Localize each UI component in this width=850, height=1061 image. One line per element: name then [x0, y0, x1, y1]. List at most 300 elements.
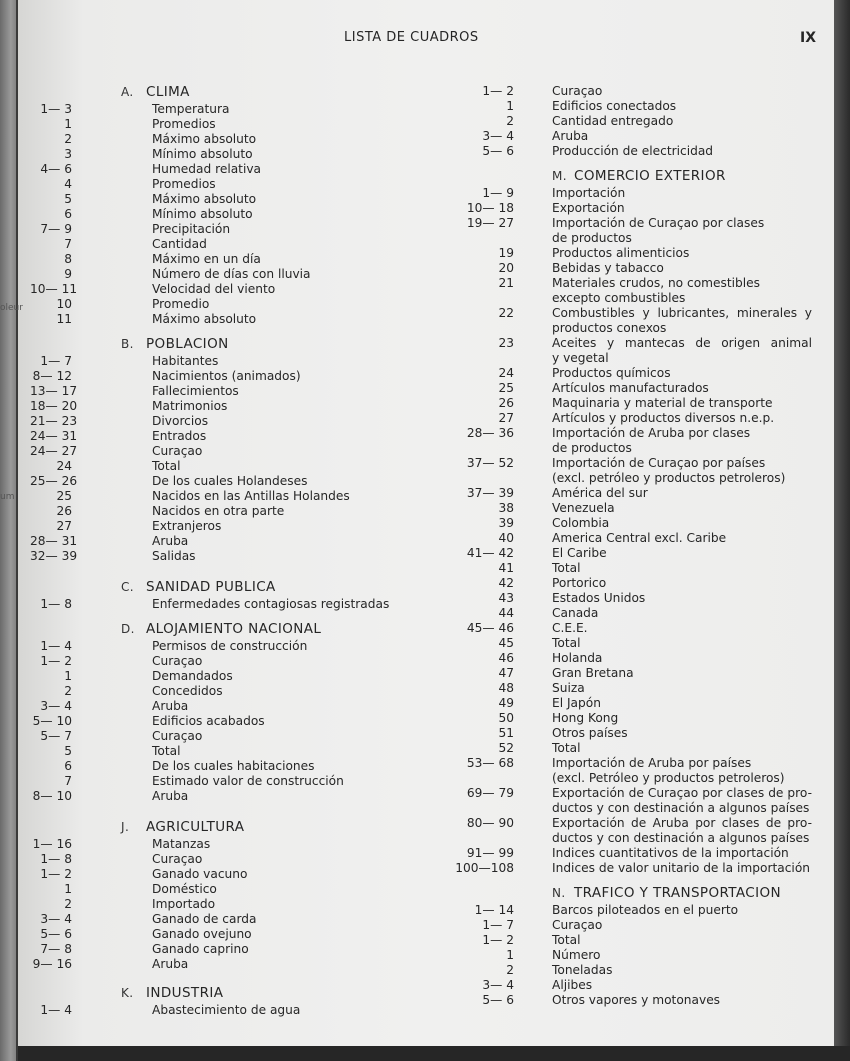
table-number-range: 100—108 [455, 861, 514, 875]
toc-entry [30, 489, 440, 504]
toc-entry [452, 771, 812, 786]
toc-entry [452, 291, 812, 306]
table-number-range: 27 [56, 519, 72, 533]
table-title: De los cuales habitaciones [152, 759, 315, 773]
table-title: Materiales crudos, no comestibles [552, 276, 761, 290]
table-number-range: 21— 23 [30, 414, 78, 428]
table-number-range: 91— 99 [466, 846, 514, 860]
table-number-range: 24— 31 [30, 429, 78, 443]
table-title: Fallecimientos [152, 384, 239, 398]
toc-entry [30, 837, 440, 852]
facing-page-fragment: um [0, 492, 15, 502]
section-title: SANIDAD PUBLICA [146, 579, 276, 595]
table-title: Exportación de Aruba por clases de pro- [552, 816, 812, 830]
table-title: C.E.E. [552, 621, 588, 635]
table-number-range: 3— 4 [482, 129, 514, 143]
table-number-range [452, 231, 552, 246]
running-head: LISTA DE CUADROS [344, 30, 479, 45]
toc-entry [30, 882, 440, 897]
table-title: Promedios [152, 177, 216, 191]
table-title: Importación de Aruba por países [552, 756, 752, 770]
table-number-range: 10— 18 [466, 201, 514, 215]
toc-entry [30, 729, 440, 744]
table-number-range [452, 291, 552, 306]
table-title: Nacimientos (animados) [152, 369, 301, 383]
toc-entry [452, 621, 812, 636]
toc-entry [30, 639, 440, 654]
table-title: Máximo absoluto [152, 312, 257, 326]
toc-entry [452, 486, 812, 501]
toc-entry [452, 441, 812, 456]
toc-entry [452, 963, 812, 978]
table-title: Total [552, 636, 581, 650]
table-number-range: 51 [498, 726, 514, 740]
toc-entry [452, 261, 812, 276]
page-number: IX [800, 30, 817, 46]
toc-entry [452, 351, 812, 366]
section-heading [30, 621, 440, 638]
table-title: Curaçao [152, 654, 203, 668]
table-number-range: 50 [498, 711, 514, 725]
table-number-range: 2 [64, 132, 72, 146]
table-number-range: 5— 6 [482, 144, 514, 158]
table-title: Divorcios [152, 414, 209, 428]
table-number-range: 52 [498, 741, 514, 755]
toc-entry [30, 684, 440, 699]
table-title: Otros vapores y motonaves [552, 993, 721, 1007]
table-number-range: 41— 42 [466, 546, 514, 560]
toc-entry [30, 237, 440, 252]
table-title: El Caribe [552, 546, 607, 560]
toc-entry [452, 144, 812, 159]
table-number-range: 18— 20 [30, 399, 78, 413]
table-title: Indices cuantitativos de la importación [552, 846, 789, 860]
table-title: y vegetal [552, 351, 609, 365]
toc-entry [30, 789, 440, 804]
table-number-range: 1 [64, 669, 72, 683]
section-letter: M. [552, 169, 567, 183]
section-heading [30, 84, 440, 101]
table-number-range: 1— 4 [40, 1003, 72, 1017]
table-number-range: 20 [498, 261, 514, 275]
table-number-range: 1— 2 [482, 84, 514, 98]
table-title: productos conexos [552, 321, 667, 335]
table-title: Velocidad del viento [152, 282, 276, 296]
table-number-range: 69— 79 [466, 786, 514, 800]
toc-entry [452, 396, 812, 411]
toc-entry [452, 336, 812, 351]
toc-entry [452, 501, 812, 516]
toc-entry [30, 759, 440, 774]
table-title: Productos alimenticios [552, 246, 690, 260]
toc-entry [452, 531, 812, 546]
table-number-range: 1— 9 [482, 186, 514, 200]
toc-entry [452, 978, 812, 993]
table-title: Número [552, 948, 601, 962]
table-number-range: 39 [498, 516, 514, 530]
toc-entry [30, 774, 440, 789]
toc-entry [30, 1003, 440, 1018]
table-title: Ganado caprino [152, 942, 249, 956]
toc-entry [30, 444, 440, 459]
section-title: TRAFICO Y TRANSPORTACION [574, 885, 782, 901]
table-number-range: 23 [498, 336, 514, 350]
section-heading [452, 168, 812, 185]
table-title: Concedidos [152, 684, 223, 698]
toc-entry [452, 591, 812, 606]
toc-entry [30, 252, 440, 267]
table-number-range: 2 [64, 684, 72, 698]
section-heading [30, 985, 440, 1002]
table-title: Entrados [152, 429, 207, 443]
table-number-range: 37— 39 [466, 486, 514, 500]
toc-entry [30, 102, 440, 117]
section-heading [30, 579, 440, 596]
spacer [30, 972, 440, 976]
table-number-range: 44 [498, 606, 514, 620]
table-number-range: 24 [498, 366, 514, 380]
table-title: Curaçao [152, 444, 203, 458]
table-title: Aruba [552, 129, 589, 143]
table-title: Exportación [552, 201, 625, 215]
table-number-range: 1— 14 [474, 903, 514, 917]
toc-entry [30, 504, 440, 519]
toc-entry [452, 576, 812, 591]
table-number-range: 5— 6 [482, 993, 514, 1007]
table-number-range: 1— 7 [482, 918, 514, 932]
table-title: Habitantes [152, 354, 219, 368]
table-number-range: 2 [506, 114, 514, 128]
table-title: Ganado vacuno [152, 867, 248, 881]
table-number-range: 7— 9 [40, 222, 72, 236]
toc-entry [452, 696, 812, 711]
table-title: Curaçao [552, 918, 603, 932]
table-title: Suiza [552, 681, 585, 695]
table-number-range: 8— 10 [32, 789, 72, 803]
toc-right-column [452, 84, 812, 1008]
table-title: Promedios [152, 117, 216, 131]
table-number-range: 8 [64, 252, 72, 266]
table-title: Total [552, 561, 581, 575]
toc-entry [30, 912, 440, 927]
table-number-range: 8— 12 [32, 369, 72, 383]
toc-entry [452, 561, 812, 576]
toc-entry [30, 534, 440, 549]
toc-entry [452, 276, 812, 291]
toc-entry [452, 861, 812, 876]
table-number-range: 1— 16 [32, 837, 72, 851]
toc-entry [30, 927, 440, 942]
toc-entry [452, 201, 812, 216]
toc-entry [30, 297, 440, 312]
table-number-range: 7 [64, 774, 72, 788]
page-bottom-edge [18, 1046, 850, 1061]
toc-entry [30, 117, 440, 132]
toc-entry [452, 651, 812, 666]
toc-entry [452, 666, 812, 681]
table-number-range: 42 [498, 576, 514, 590]
toc-entry [452, 726, 812, 741]
table-number-range: 40 [498, 531, 514, 545]
toc-entry [30, 147, 440, 162]
table-title: Doméstico [152, 882, 217, 896]
toc-entry [30, 459, 440, 474]
table-number-range: 45— 46 [466, 621, 514, 635]
toc-left-column [30, 84, 440, 1018]
toc-entry [452, 756, 812, 771]
table-title: Aruba [152, 699, 189, 713]
table-number-range: 1— 4 [40, 639, 72, 653]
table-number-range [452, 831, 552, 846]
table-number-range: 49 [498, 696, 514, 710]
table-title: Mínimo absoluto [152, 147, 253, 161]
section-title: POBLACION [146, 336, 229, 352]
table-title: Cantidad entregado [552, 114, 674, 128]
table-title: Mínimo absoluto [152, 207, 253, 221]
toc-entry [452, 681, 812, 696]
table-title: Importación [552, 186, 626, 200]
table-title: Máximo absoluto [152, 192, 257, 206]
table-number-range: 19 [498, 246, 514, 260]
toc-entry [30, 852, 440, 867]
section-heading [30, 819, 440, 836]
toc-entry [452, 903, 812, 918]
table-title: Indices de valor unitario de la importación [552, 861, 811, 875]
table-title: Curaçao [152, 852, 203, 866]
table-title: Maquinaria y material de transporte [552, 396, 773, 410]
table-title: Colombia [552, 516, 610, 530]
table-number-range: 22 [498, 306, 514, 320]
table-number-range: 1— 8 [40, 852, 72, 866]
toc-entry [452, 84, 812, 99]
table-title: Importación de Curaçao por países [552, 456, 766, 470]
table-number-range: 1 [506, 99, 514, 113]
table-number-range: 45 [498, 636, 514, 650]
toc-entry [452, 636, 812, 651]
table-title: Edificios acabados [152, 714, 265, 728]
table-number-range: 10 [56, 297, 72, 311]
table-number-range: 11 [56, 312, 72, 326]
table-number-range: 1 [506, 948, 514, 962]
toc-entry [30, 162, 440, 177]
toc-entry [30, 132, 440, 147]
table-title: Estados Unidos [552, 591, 646, 605]
section-heading [452, 885, 812, 902]
table-number-range: 5— 6 [40, 927, 72, 941]
toc-entry [30, 744, 440, 759]
table-number-range: 48 [498, 681, 514, 695]
table-title: Máximo en un día [152, 252, 261, 266]
toc-entry [452, 516, 812, 531]
table-number-range: 1— 3 [40, 102, 72, 116]
table-number-range: 47 [498, 666, 514, 680]
section-letter: A. [121, 85, 134, 99]
toc-entry [452, 993, 812, 1008]
table-title: Estimado valor de construcción [152, 774, 344, 788]
table-number-range: 1— 8 [40, 597, 72, 611]
toc-entry [452, 129, 812, 144]
table-title: Gran Bretana [552, 666, 634, 680]
table-title: de productos [552, 441, 632, 455]
table-title: Importación de Curaçao por clases [552, 216, 765, 230]
table-number-range: 5— 10 [32, 714, 72, 728]
table-title: Máximo absoluto [152, 132, 257, 146]
table-number-range: 10— 11 [30, 282, 78, 296]
toc-entry [30, 942, 440, 957]
table-number-range: 4— 6 [40, 162, 72, 176]
table-number-range: 25— 26 [30, 474, 78, 488]
table-number-range: 41 [498, 561, 514, 575]
table-title: Ganado de carda [152, 912, 257, 926]
table-number-range: 6 [64, 207, 72, 221]
table-number-range: 3— 4 [40, 912, 72, 926]
table-title: Total [152, 744, 181, 758]
toc-entry [30, 399, 440, 414]
toc-entry [452, 846, 812, 861]
table-title: Aljibes [552, 978, 593, 992]
toc-entry [30, 282, 440, 297]
section-heading [30, 336, 440, 353]
toc-entry [452, 786, 812, 801]
table-title: Artículos manufacturados [552, 381, 709, 395]
table-title: Promedio [152, 297, 210, 311]
table-title: Portorico [552, 576, 607, 590]
table-title: Bebidas y tabacco [552, 261, 664, 275]
toc-entry [452, 948, 812, 963]
table-number-range: 46 [498, 651, 514, 665]
table-title: Artículos y productos diversos n.e.p. [552, 411, 775, 425]
toc-entry [452, 216, 812, 231]
toc-entry [452, 816, 812, 831]
table-title: excepto combustibles [552, 291, 686, 305]
spacer [30, 564, 440, 570]
toc-entry [452, 381, 812, 396]
table-number-range: 28— 36 [466, 426, 514, 440]
toc-entry [30, 867, 440, 882]
table-number-range: 1— 2 [40, 654, 72, 668]
table-title: Toneladas [552, 963, 613, 977]
table-number-range: 43 [498, 591, 514, 605]
toc-entry [30, 384, 440, 399]
table-number-range: 7 [64, 237, 72, 251]
table-title: Extranjeros [152, 519, 222, 533]
toc-entry [30, 654, 440, 669]
table-title: America Central excl. Caribe [552, 531, 727, 545]
toc-entry [30, 414, 440, 429]
toc-entry [30, 597, 440, 612]
toc-entry [452, 114, 812, 129]
table-title: Nacidos en las Antillas Holandes [152, 489, 350, 503]
table-number-range: 3— 4 [482, 978, 514, 992]
toc-entry [30, 699, 440, 714]
table-title: Importación de Aruba por clases [552, 426, 751, 440]
page-right-edge [834, 0, 850, 1061]
table-title: (excl. petróleo y productos petroleros) [552, 471, 786, 485]
table-number-range: 1— 7 [40, 354, 72, 368]
table-number-range [452, 321, 552, 336]
table-number-range: 21 [498, 276, 514, 290]
table-title: América del sur [552, 486, 648, 500]
toc-entry [452, 99, 812, 114]
table-number-range: 26 [56, 504, 72, 518]
table-number-range: 13— 17 [30, 384, 78, 398]
toc-entry [30, 549, 440, 564]
toc-entry [30, 207, 440, 222]
table-title: Nacidos en otra parte [152, 504, 285, 518]
table-number-range: 5 [64, 744, 72, 758]
toc-entry [452, 606, 812, 621]
toc-entry [30, 312, 440, 327]
table-title: Importado [152, 897, 216, 911]
section-title: CLIMA [146, 84, 190, 100]
table-number-range: 25 [56, 489, 72, 503]
toc-entry [452, 546, 812, 561]
table-number-range: 4 [64, 177, 72, 191]
section-title: ALOJAMIENTO NACIONAL [146, 621, 322, 637]
table-title: De los cuales Holandeses [152, 474, 308, 488]
table-title: Total [552, 741, 581, 755]
toc-entry [452, 306, 812, 321]
table-title: Barcos piloteados en el puerto [552, 903, 739, 917]
toc-entry [30, 177, 440, 192]
table-title: ductos y con destinación a algunos países [552, 831, 810, 845]
section-letter: K. [121, 986, 134, 1000]
toc-entry [452, 246, 812, 261]
table-number-range: 9 [64, 267, 72, 281]
table-number-range [452, 441, 552, 456]
table-title: Venezuela [552, 501, 615, 515]
table-number-range: 7— 8 [40, 942, 72, 956]
table-title: Matanzas [152, 837, 211, 851]
table-title: Precipitación [152, 222, 231, 236]
section-title: AGRICULTURA [146, 819, 245, 835]
table-title: Cantidad [152, 237, 207, 251]
section-letter: C. [121, 580, 134, 594]
table-number-range: 80— 90 [466, 816, 514, 830]
section-letter: D. [121, 622, 135, 636]
toc-entry [30, 369, 440, 384]
table-number-range: 28— 31 [30, 534, 78, 548]
table-title: Hong Kong [552, 711, 619, 725]
toc-entry [452, 231, 812, 246]
table-title: Curaçao [152, 729, 203, 743]
table-number-range: 25 [498, 381, 514, 395]
table-title: Aceites y mantecas de origen animal [552, 336, 812, 350]
toc-entry [452, 471, 812, 486]
table-title: Total [552, 933, 581, 947]
table-title: Otros países [552, 726, 628, 740]
toc-entry [30, 714, 440, 729]
table-title: ductos y con destinación a algunos países [552, 801, 810, 815]
section-title: INDUSTRIA [146, 985, 224, 1001]
table-number-range: 1 [64, 117, 72, 131]
toc-entry [452, 918, 812, 933]
table-title: Ganado ovejuno [152, 927, 252, 941]
table-title: Productos químicos [552, 366, 671, 380]
table-title: Curaçao [552, 84, 603, 98]
spacer [30, 804, 440, 810]
toc-entry [30, 192, 440, 207]
toc-entry [452, 831, 812, 846]
toc-entry [30, 354, 440, 369]
table-number-range: 2 [64, 897, 72, 911]
table-number-range: 1 [64, 882, 72, 896]
toc-entry [452, 933, 812, 948]
toc-entry [452, 411, 812, 426]
facing-page-fragment: oleur [0, 303, 23, 313]
table-number-range: 27 [498, 411, 514, 425]
table-number-range: 9— 16 [32, 957, 72, 971]
